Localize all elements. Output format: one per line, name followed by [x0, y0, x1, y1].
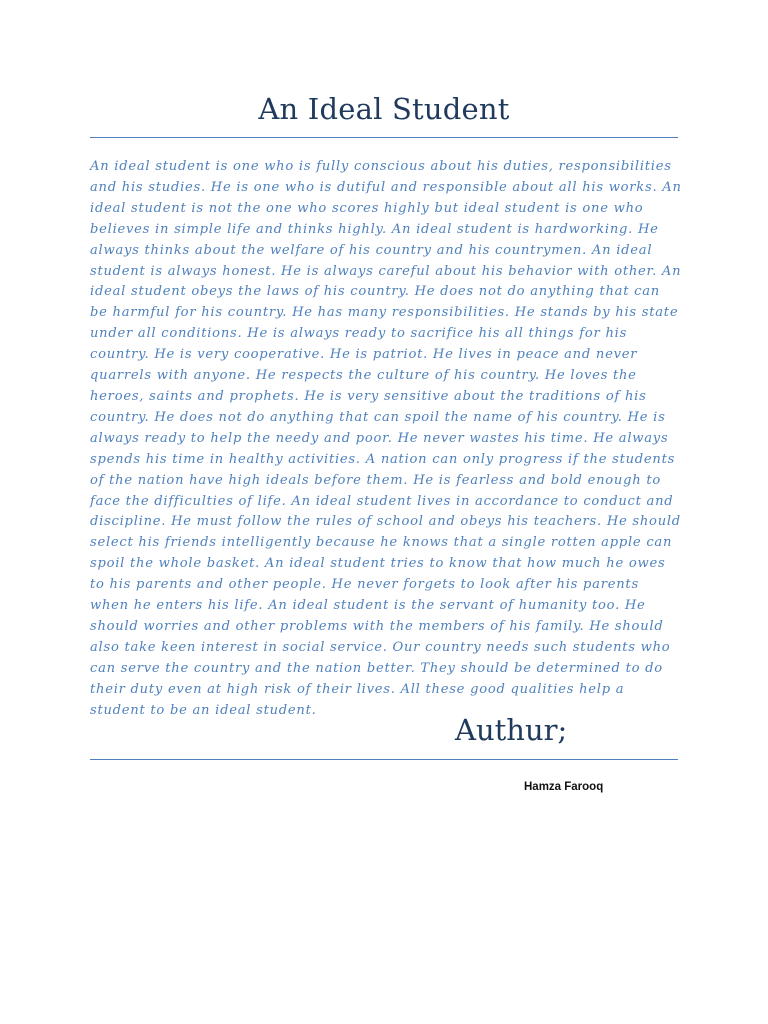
document-title: An Ideal Student	[258, 92, 510, 126]
title-divider	[90, 137, 678, 138]
author-heading: Authur;	[455, 713, 568, 747]
author-divider	[90, 759, 678, 760]
author-name: Hamza Farooq	[524, 781, 604, 793]
essay-body: An ideal student is one who is fully conscious about his duties, responsibilities and his studies. He is one who is dutiful and responsible about all his works. An ideal student is not the one who scores highly but ideal student is one who believes in simple life and thinks highly. An ideal student is hardworking. He always thinks about the welfare of his country and his countrymen. An ideal student is always honest. He is always careful about his behavior with other. An ideal student obeys the laws of his country. He does not do anything that can be harmful for his country. He has many responsibilities. He stands by his state under all conditions. He is always ready to sacrifice his all things for his country. He is very cooperative. He is patriot. He lives in peace and never quarrels with anyone. He respects the culture of his country. He loves the heroes, saints and prophets. He is very sensitive about the traditions of his country. He does not do anything that can spoil the name of his country. He is always ready to help the needy and poor. He never wastes his time. He always spends his time in healthy activities. A nation can only progress if the students of the nation have high ideals before them. He is fearless and bold enough to face the difficulties of life. An ideal student lives in accordance to conduct and discipline. He must follow the rules of school and obeys his teachers. He should select his friends intelligently because he knows that a single rotten apple can spoil the whole basket. An ideal student tries to know that how much he owes to his parents and other people. He never forgets to look after his parents when he enters his life. An ideal student is the servant of humanity too. He should worries and other problems with the members of his family. He should also take keen interest in social service. Our country needs such students who can serve the country and the nation better. They should be determined to do their duty even at high risk of their lives. All these good qualities help a student to be an ideal student.	[90, 159, 682, 718]
